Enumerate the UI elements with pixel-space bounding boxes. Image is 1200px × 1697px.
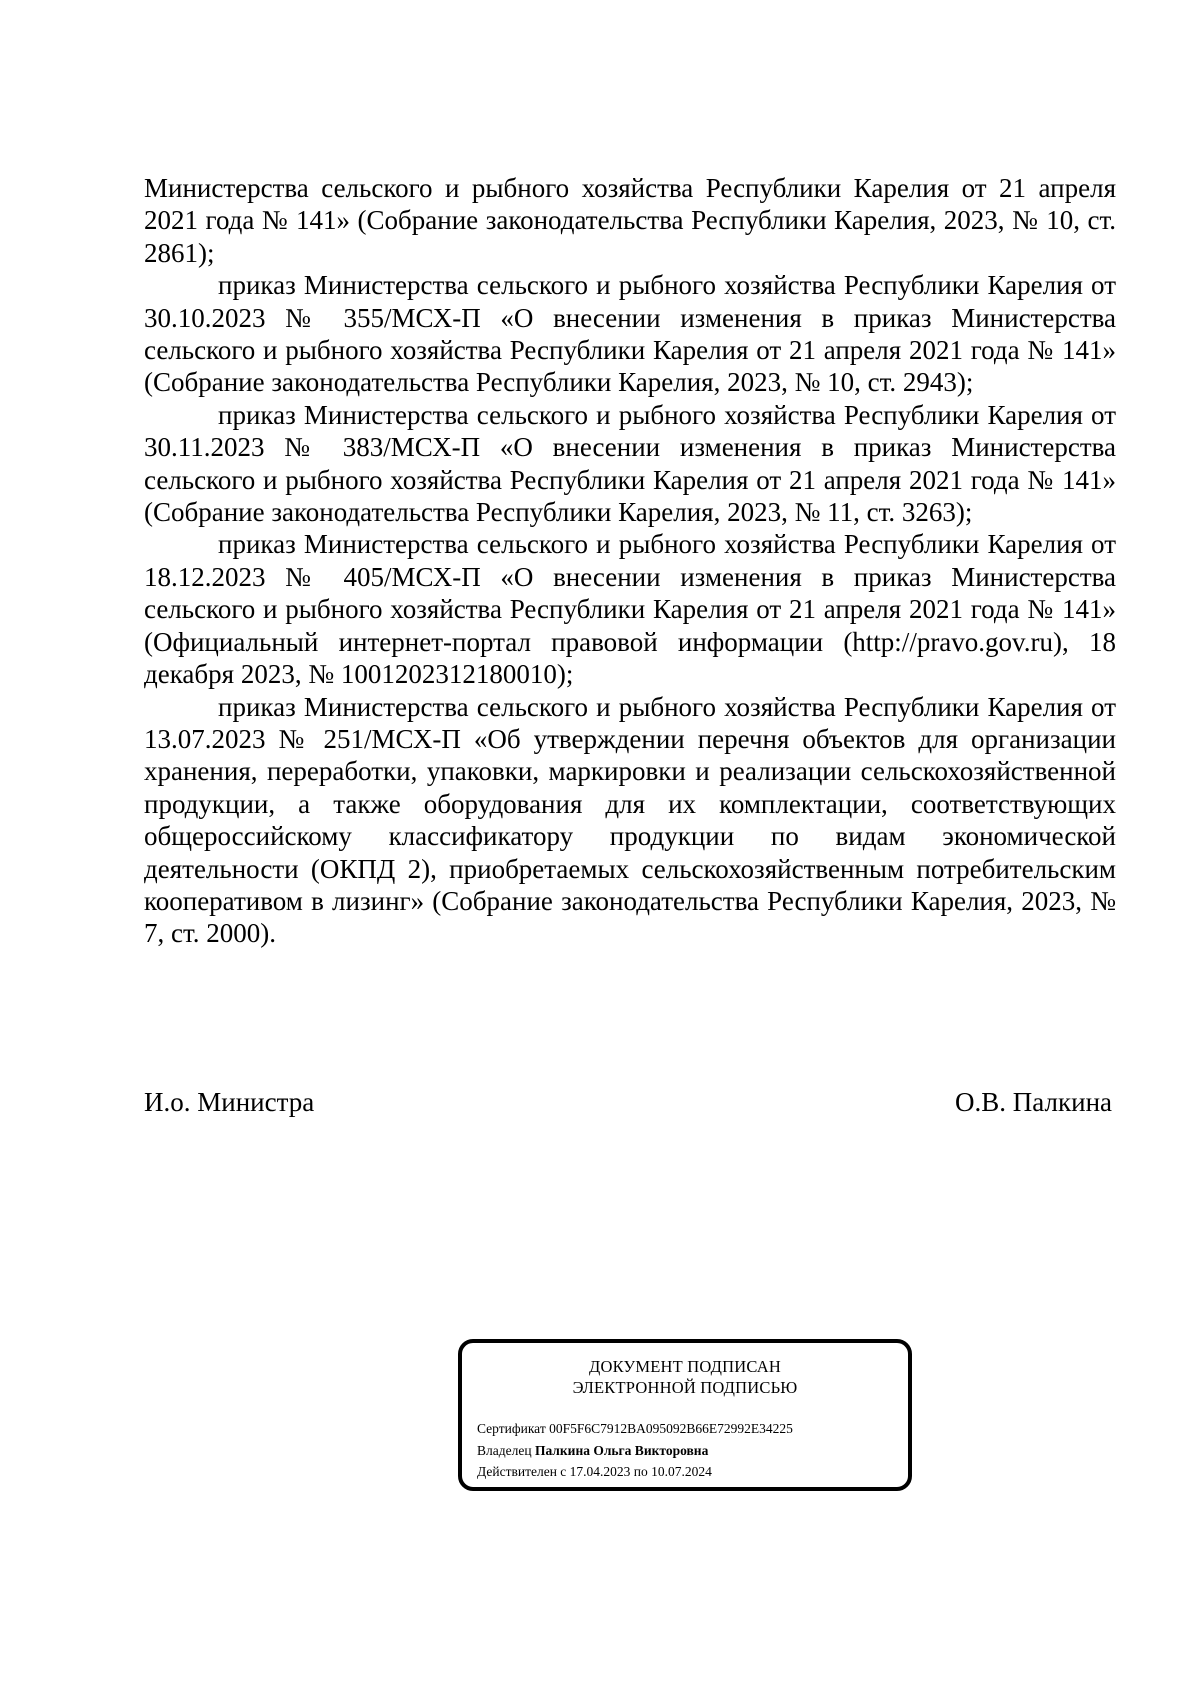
certificate-label: Сертификат bbox=[477, 1421, 546, 1436]
valid-to-label: по bbox=[633, 1464, 648, 1479]
body-paragraph: Министерства сельского и рыбного хозяйства Республики Карелия от 21 апреля 2021 года № 141» (Собрание законодательства Республики Карелия, 2023, № 10, ст. 2861); bbox=[144, 173, 1116, 268]
electronic-signature-stamp bbox=[458, 1339, 912, 1491]
signature-line bbox=[144, 1086, 1116, 1120]
owner-value: Палкина Ольга Викторовна bbox=[534, 1442, 709, 1458]
body-paragraph: приказ Министерства сельского и рыбного хозяйства Республики Карелия от 30.11.2023 № 383/МСХ-П «О внесении изменения в приказ Министерства сельского и рыбного хозяйства Республики Карелия от 21 апреля 2021 года № 141» (Собрание законодательства Республики Карелия, 2023, № 11, ст. 3263); bbox=[144, 399, 1116, 528]
stamp-owner-row bbox=[477, 1440, 793, 1462]
signatory-name: О.В. Палкина bbox=[955, 1087, 1112, 1117]
document-body bbox=[144, 172, 1116, 950]
body-paragraph: приказ Министерства сельского и рыбного хозяйства Республики Карелия от 30.10.2023 № 355/МСХ-П «О внесении изменения в приказ Министерства сельского и рыбного хозяйства Республики Карелия от 21 апреля 2021 года № 141» (Собрание законодательства Республики Карелия, 2023, № 10, ст. 2943); bbox=[144, 270, 1116, 398]
stamp-title-line: ДОКУМЕНТ ПОДПИСАН bbox=[589, 1357, 781, 1376]
valid-from: 17.04.2023 bbox=[569, 1464, 631, 1479]
stamp-title-line: ЭЛЕКТРОННОЙ ПОДПИСЬЮ bbox=[572, 1378, 798, 1397]
stamp-details bbox=[477, 1418, 793, 1483]
stamp-validity-row bbox=[477, 1461, 793, 1483]
body-paragraph: приказ Министерства сельского и рыбного хозяйства Республики Карелия от 13.07.2023 № 251/МСХ-П «Об утверждении перечня объектов для организации хранения, переработки, упаковки, маркировки и реализации сельскохозяйственной продукции, а также оборудования для их комплектации, соответствующих общероссийскому классификатору продукции по видам экономической деятельности (ОКПД 2), приобретаемых сельскохозяйственным потребительским кооперативом в лизинг» (Собрание законодательства Республики Карелия, 2023, № 7, ст. 2000). bbox=[144, 691, 1116, 949]
body-paragraph: приказ Министерства сельского и рыбного хозяйства Республики Карелия от 18.12.2023 № 405/МСХ-П «О внесении изменения в приказ Министерства сельского и рыбного хозяйства Республики Карелия от 21 апреля 2021 года № 141» (Официальный интернет-портал правовой информации (http://pravo.gov.ru), 18 декабря 2023, № 1001202312180010); bbox=[144, 529, 1116, 690]
valid-to: 10.07.2024 bbox=[651, 1464, 712, 1479]
owner-label: Владелец bbox=[477, 1442, 532, 1458]
stamp-certificate-row bbox=[477, 1418, 793, 1440]
certificate-value: 00F5F6C7912BA095092B66E72992E34225 bbox=[549, 1421, 793, 1436]
valid-label: Действителен с bbox=[477, 1464, 567, 1479]
stamp-title bbox=[462, 1356, 908, 1398]
signatory-role: И.о. Министра bbox=[144, 1087, 315, 1117]
